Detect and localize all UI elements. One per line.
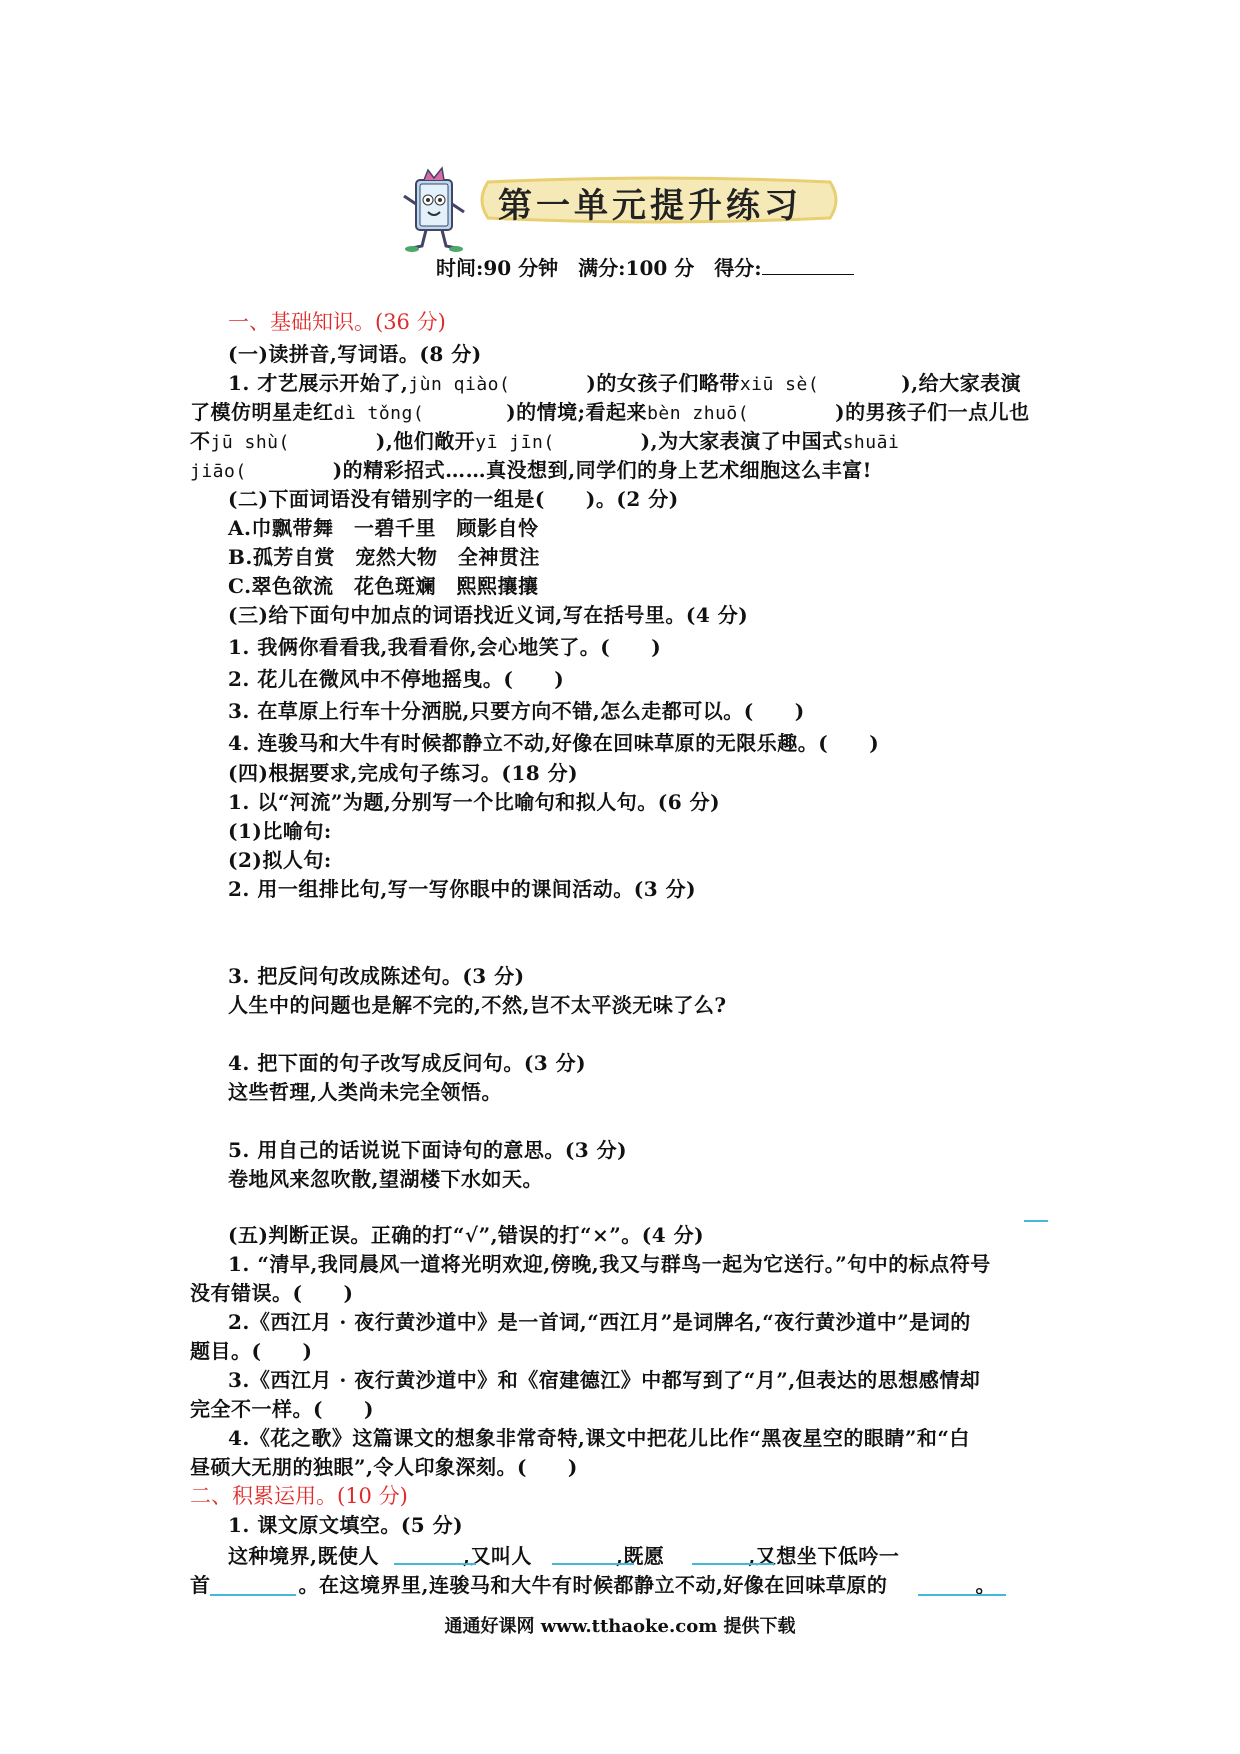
synonym-question-1: 1. 我俩你看看我,我看看你,会心地笑了。( ) bbox=[228, 635, 662, 659]
part-heading-2: (二)下面词语没有错别字的一组是( )。(2 分) bbox=[228, 487, 679, 511]
part-heading-5: (五)判断正误。正确的打“√”,错误的打“×”。(4 分) bbox=[228, 1223, 705, 1247]
footer-credit: 通通好课网 www.tthaoke.com 提供下载 bbox=[444, 1616, 796, 1637]
pinyin-line-3: 不jū shù( ),他们敞开yī jīn( ),为大家表演了中国式shuāi bbox=[190, 429, 900, 453]
judge-1-line-1: 1. “清早,我同晨风一道将光明欢迎,傍晚,我又与群鸟一起为它送行。”句中的标点符号 bbox=[228, 1252, 991, 1276]
judge-3-line-2: 完全不一样。( ) bbox=[190, 1397, 374, 1421]
fill-line-2: 首 。在这境界里,连骏马和大牛有时候都静立不动,好像在回味草原的 。 bbox=[190, 1573, 996, 1597]
synonym-question-2: 2. 花儿在微风中不停地摇曳。( ) bbox=[228, 667, 565, 691]
part-heading-4: (四)根据要求,完成句子练习。(18 分) bbox=[228, 761, 579, 785]
section-heading-2: 二、积累运用。(10 分) bbox=[190, 1484, 408, 1508]
fill-line-1: 这种境界,既使人 ,又叫人 ,既愿 ,又想坐下低吟一 bbox=[228, 1544, 900, 1568]
part-heading-1: (一)读拼音,写词语。(8 分) bbox=[228, 342, 482, 366]
section-heading-1: 一、基础知识。(36 分) bbox=[228, 310, 446, 334]
cyan-mark bbox=[1024, 1220, 1048, 1222]
option-a: A.巾飘带舞 一碧千里 顾影自怜 bbox=[228, 516, 539, 540]
fill-blank-2[interactable] bbox=[552, 1563, 634, 1565]
judge-4-line-2: 昼硕大无朋的独眼”,令人印象深刻。( ) bbox=[190, 1455, 578, 1479]
sentence-task-4-source: 这些哲理,人类尚未完全领悟。 bbox=[228, 1080, 502, 1104]
synonym-question-4: 4. 连骏马和大牛有时候都静立不动,好像在回味草原的无限乐趣。( ) bbox=[228, 731, 880, 755]
sentence-task-3-source: 人生中的问题也是解不完的,不然,岂不太平淡无味了么? bbox=[228, 993, 727, 1017]
fill-blank-1[interactable] bbox=[394, 1563, 476, 1565]
judge-3-line-1: 3.《西江月 · 夜行黄沙道中》和《宿建德江》中都写到了“月”,但表达的思想感情却 bbox=[228, 1368, 981, 1392]
fill-blank-3[interactable] bbox=[692, 1563, 774, 1565]
option-c: C.翠色欲流 花色斑斓 熙熙攘攘 bbox=[228, 574, 539, 598]
pinyin-line-2: 了模仿明星走红dì tǒng( )的情境;看起来bèn zhuō( )的男孩子们一点儿也 bbox=[190, 400, 1030, 424]
exam-info: 时间:90 分钟 满分:100 分 得分: bbox=[436, 256, 762, 280]
pinyin-line-4: jiāo( )的精彩招式……真没想到,同学们的身上艺术细胞这么丰富! bbox=[190, 458, 872, 482]
metaphor-label: (1)比喻句: bbox=[228, 819, 332, 843]
fill-blank-4[interactable] bbox=[210, 1594, 296, 1596]
sentence-task-5-source: 卷地风来忽吹散,望湖楼下水如天。 bbox=[228, 1167, 543, 1191]
score-blank[interactable] bbox=[762, 274, 854, 275]
option-b: B.孤芳自赏 宠然大物 全神贯注 bbox=[228, 545, 540, 569]
sentence-task-5: 5. 用自己的话说说下面诗句的意思。(3 分) bbox=[228, 1138, 628, 1162]
personification-label: (2)拟人句: bbox=[228, 848, 332, 872]
synonym-question-3: 3. 在草原上行车十分洒脱,只要方向不错,怎么走都可以。( ) bbox=[228, 699, 805, 723]
judge-4-line-1: 4.《花之歌》这篇课文的想象非常奇特,课文中把花儿比作“黑夜星空的眼睛”和“白 bbox=[228, 1426, 970, 1450]
sentence-task-2: 2. 用一组排比句,写一写你眼中的课间活动。(3 分) bbox=[228, 877, 697, 901]
mascot-book-icon bbox=[398, 166, 470, 254]
page-title: 第一单元提升练习 bbox=[498, 186, 802, 226]
part-heading-3: (三)给下面句中加点的词语找近义词,写在括号里。(4 分) bbox=[228, 603, 749, 627]
pinyin-line-1: 1. 才艺展示开始了,jùn qiào( )的女孩子们略带xiū sè( ),给大家表演 bbox=[228, 371, 1022, 395]
judge-2-line-2: 题目。( ) bbox=[190, 1339, 313, 1363]
sentence-task-1: 1. 以“河流”为题,分别写一个比喻句和拟人句。(6 分) bbox=[228, 790, 721, 814]
judge-1-line-2: 没有错误。( ) bbox=[190, 1281, 354, 1305]
sentence-task-4: 4. 把下面的句子改写成反问句。(3 分) bbox=[228, 1051, 587, 1075]
sentence-task-3: 3. 把反问句改成陈述句。(3 分) bbox=[228, 964, 525, 988]
fill-blank-5[interactable] bbox=[918, 1594, 1006, 1596]
fill-question-1: 1. 课文原文填空。(5 分) bbox=[228, 1513, 464, 1537]
judge-2-line-1: 2.《西江月 · 夜行黄沙道中》是一首词,“西江月”是词牌名,“夜行黄沙道中”是词的 bbox=[228, 1310, 971, 1334]
